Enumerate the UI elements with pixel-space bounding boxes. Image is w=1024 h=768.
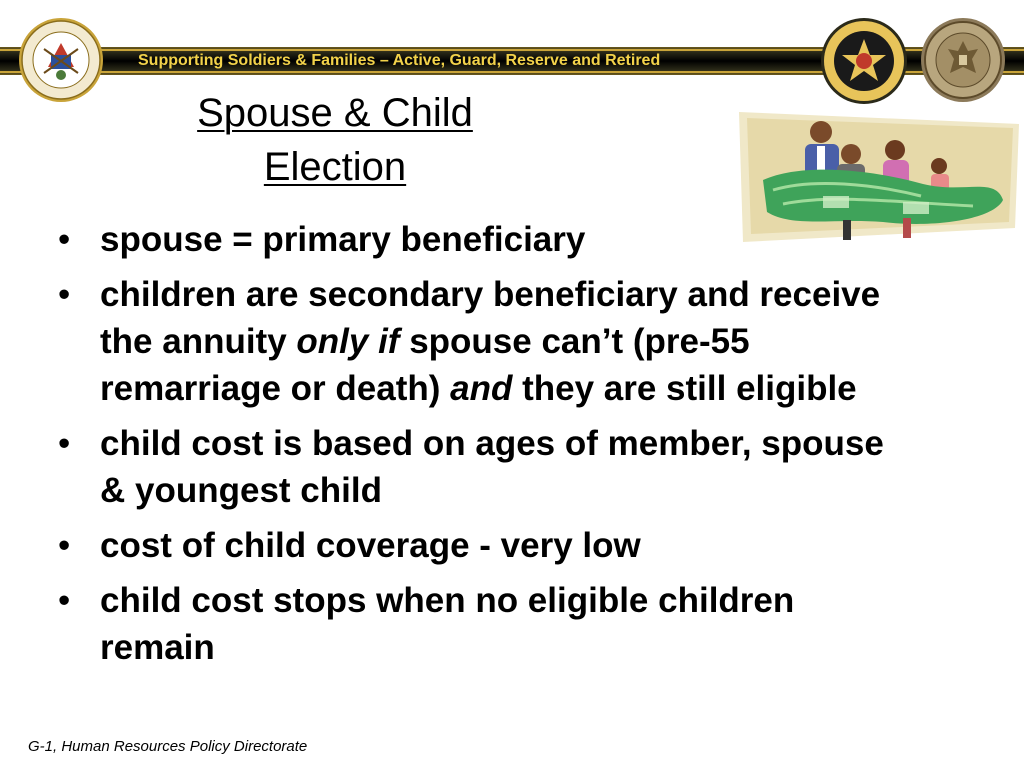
great-seal-icon	[920, 17, 1006, 103]
bullet-text: spouse = primary beneficiary	[100, 220, 586, 259]
bullet-item	[58, 216, 918, 263]
dcs-g1-seal-icon	[820, 17, 908, 105]
bullet-icon: •	[58, 424, 71, 463]
footer-text: G-1, Human Resources Policy Directorate	[28, 738, 308, 755]
bullet-item	[58, 420, 918, 514]
bullet-icon: •	[58, 275, 71, 314]
army-seal-icon	[18, 17, 104, 103]
bullet-text-pre: children are secondary beneficiary and receive the annuity	[100, 275, 881, 361]
bullet-emphasis: only if	[296, 322, 400, 361]
title-line-1: Spouse & Child	[197, 91, 473, 135]
banner-text: Supporting Soldiers & Families – Active, Guard, Reserve and Retired	[138, 52, 661, 69]
bullet-emphasis: and	[450, 369, 513, 408]
bullet-text-post: they are still eligible	[512, 369, 857, 408]
bullet-text-mid: spouse can’t (pre-55 remarriage or death)	[100, 322, 750, 408]
bullet-text: child cost stops when no eligible children remain	[100, 581, 795, 667]
bullet-item	[58, 271, 918, 412]
bullet-list	[58, 216, 918, 679]
bullet-text: child cost is based on ages of member, spouse & youngest child	[100, 424, 884, 510]
bullet-item	[58, 577, 918, 671]
bullet-icon: •	[58, 220, 71, 259]
bullet-text: cost of child coverage - very low	[100, 526, 641, 565]
bullet-item	[58, 522, 918, 569]
bullet-icon: •	[58, 581, 71, 620]
bullet-icon: •	[58, 526, 71, 565]
slide-title	[140, 86, 530, 194]
title-line-2: Election	[263, 145, 407, 189]
